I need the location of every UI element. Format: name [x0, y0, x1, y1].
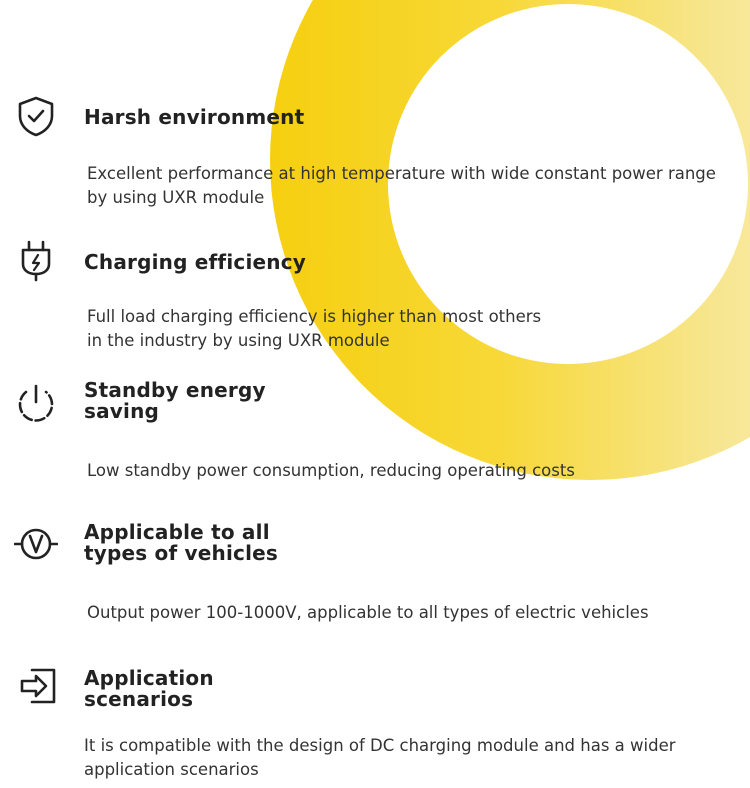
feature-description: Low standby power consumption, reducing operating costs [87, 461, 575, 480]
feature-description: It is compatible with the design of DC charging module and has a wider application scenarios [84, 736, 676, 779]
feature-title: Applicable to all types of vehicles [84, 520, 279, 565]
feature-description: Full load charging efficiency is higher than most others in the industry by using UXR module [87, 307, 542, 350]
power-icon [14, 382, 58, 426]
feature-title: Application scenarios [84, 666, 214, 711]
feature-title: Charging efficiency [84, 250, 306, 274]
shield-check-icon [14, 94, 58, 138]
enter-arrow-icon [16, 664, 60, 708]
plug-charging-icon [14, 238, 58, 282]
feature-description: Excellent performance at high temperature with wide constant power range by using UXR module [87, 164, 716, 207]
feature-title: Harsh environment [84, 105, 305, 129]
voltage-icon [14, 522, 58, 566]
feature-description: Output power 100-1000V, applicable to all types of electric vehicles [87, 603, 649, 622]
feature-title: Standby energy saving [84, 378, 266, 423]
